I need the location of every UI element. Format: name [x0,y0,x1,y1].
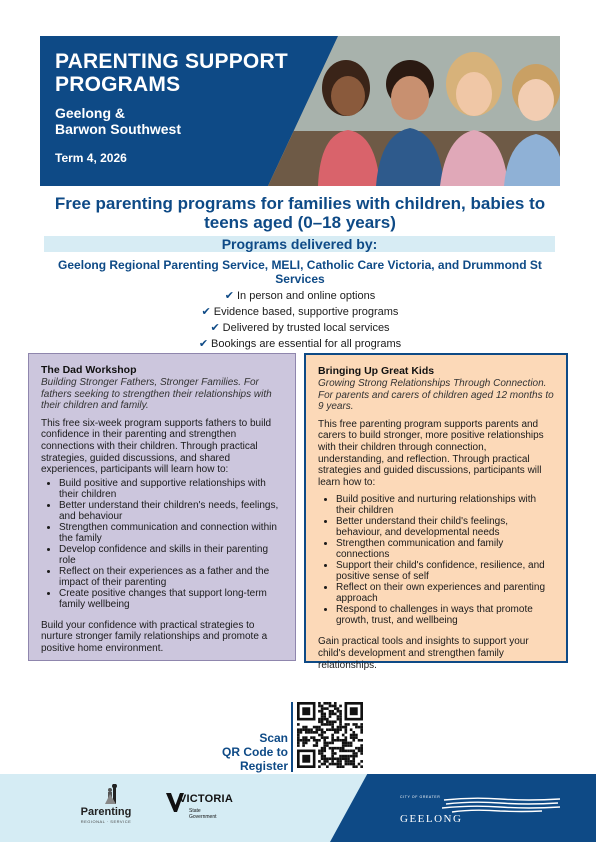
list-item: • Develop confidence and skills in their parenting role [59,544,283,566]
feature-item [40,320,560,336]
feature-item [40,336,560,352]
great-kids-tagline: Growing Strong Relationships Through Connection. For parents and carers of children aged 12 months to 9 years. [318,378,554,413]
geelong-wordmark: GEELONG [400,813,463,825]
great-kids-points [318,494,554,626]
feature-list [40,288,560,352]
list-item: • Better understand their children's needs, feelings, and behaviour [59,500,283,522]
check-icon: ✔ [198,338,209,350]
region-line-2: Barwon Southwest [55,121,182,137]
victoria-government-logo [165,791,235,831]
state-government-label [189,808,217,820]
state-label: State [189,808,201,814]
dad-workshop-description: This free six-week program supports fathers to build confidence in their parenting and strengthen connections with their children. Through practical strategies, guided discussions, and shared experiences, participants will learn how to: [41,417,272,476]
list-item: • Create positive changes that support long-term family wellbeing [59,588,283,610]
dad-workshop-tagline: Building Stronger Fathers, Stronger Families. For fathers seeking to strengthen their relationships with their children and family. [41,377,272,412]
title-line-2: PROGRAMS [55,73,181,96]
dad-workshop-points [41,478,283,610]
list-item: • Reflect on their experiences as a father and the impact of their parenting [59,566,283,588]
city-of-greater-geelong-logo [394,795,524,829]
government-label: Government [189,814,217,820]
geelong-wave-icon [442,797,562,813]
check-icon: ✔ [210,322,220,334]
dad-workshop-box [28,353,296,661]
regional-parenting-service-logo [74,784,138,828]
list-item: • Build positive and supportive relationships with their children [59,478,283,500]
scan-line-2: QR Code to [222,745,288,759]
victoria-wordmark: VICTORIA [179,793,233,805]
scan-line-1: Scan [259,731,288,745]
feature-item [40,304,560,320]
delivered-by-heading: Programs delivered by: [44,236,555,252]
feature-text: Evidence based, supportive programs [213,306,399,318]
region-subtitle [55,105,305,137]
qr-divider [291,702,293,772]
list-item: • Support their child's confidence, resilience, and positive sense of self [336,560,554,582]
check-icon: ✔ [224,290,234,302]
great-kids-box [304,353,568,671]
feature-text: In person and online options [237,290,376,302]
hero-text-block [55,50,305,165]
registration-qr-code[interactable] [297,702,363,768]
geelong-city-label: CITY OF GREATER [400,795,441,799]
scan-line-3: Register [239,759,288,773]
feature-item [40,288,560,304]
rps-subtext: REGIONAL · SERVICE [80,819,132,824]
main-heading: Free parenting programs for families with children, babies to teens aged (0–18 years) [54,194,546,232]
title-line-1: PARENTING SUPPORT [55,50,288,73]
page-title [55,50,305,96]
scan-instructions [200,731,288,773]
great-kids-closing: Gain practical tools and insights to support your child's development and strengthen family relationships. [318,636,529,671]
list-item: • Strengthen communication and connection within the family [59,522,283,544]
check-icon: ✔ [201,306,211,318]
term-label: Term 4, 2026 [55,151,127,165]
great-kids-description: This free parenting program supports parents and carers to build stronger, more positive relationships with their children through connection, understanding, and reflection. Through practical strategies and guided discussions, participants will learn how to: [318,418,544,488]
region-line-1: Geelong & [55,105,126,121]
feature-text: Delivered by trusted local services [222,322,390,334]
list-item: • Better understand their child's feelings, behaviour, and developmental needs [336,516,554,538]
rps-wordmark: Parenting [80,806,132,818]
list-item: • Build positive and nurturing relationships with their children [336,494,554,516]
great-kids-title: Bringing Up Great Kids [318,365,435,377]
feature-text: Bookings are essential for all programs [211,338,402,350]
providers-list: Geelong Regional Parenting Service, MELI, Catholic Care Victoria, and Drummond St Services [58,258,542,286]
list-item: • Reflect on their own experiences and parenting approach [336,582,554,604]
dad-workshop-title: The Dad Workshop [41,364,137,376]
list-item: • Respond to challenges in ways that promote growth, trust, and wellbeing [336,604,554,626]
list-item: • Strengthen communication and family connections [336,538,554,560]
dad-workshop-closing: Build your confidence with practical strategies to nurture stronger family relationships and promote a positive home environment. [41,619,268,654]
parenting-family-icon [74,784,138,808]
